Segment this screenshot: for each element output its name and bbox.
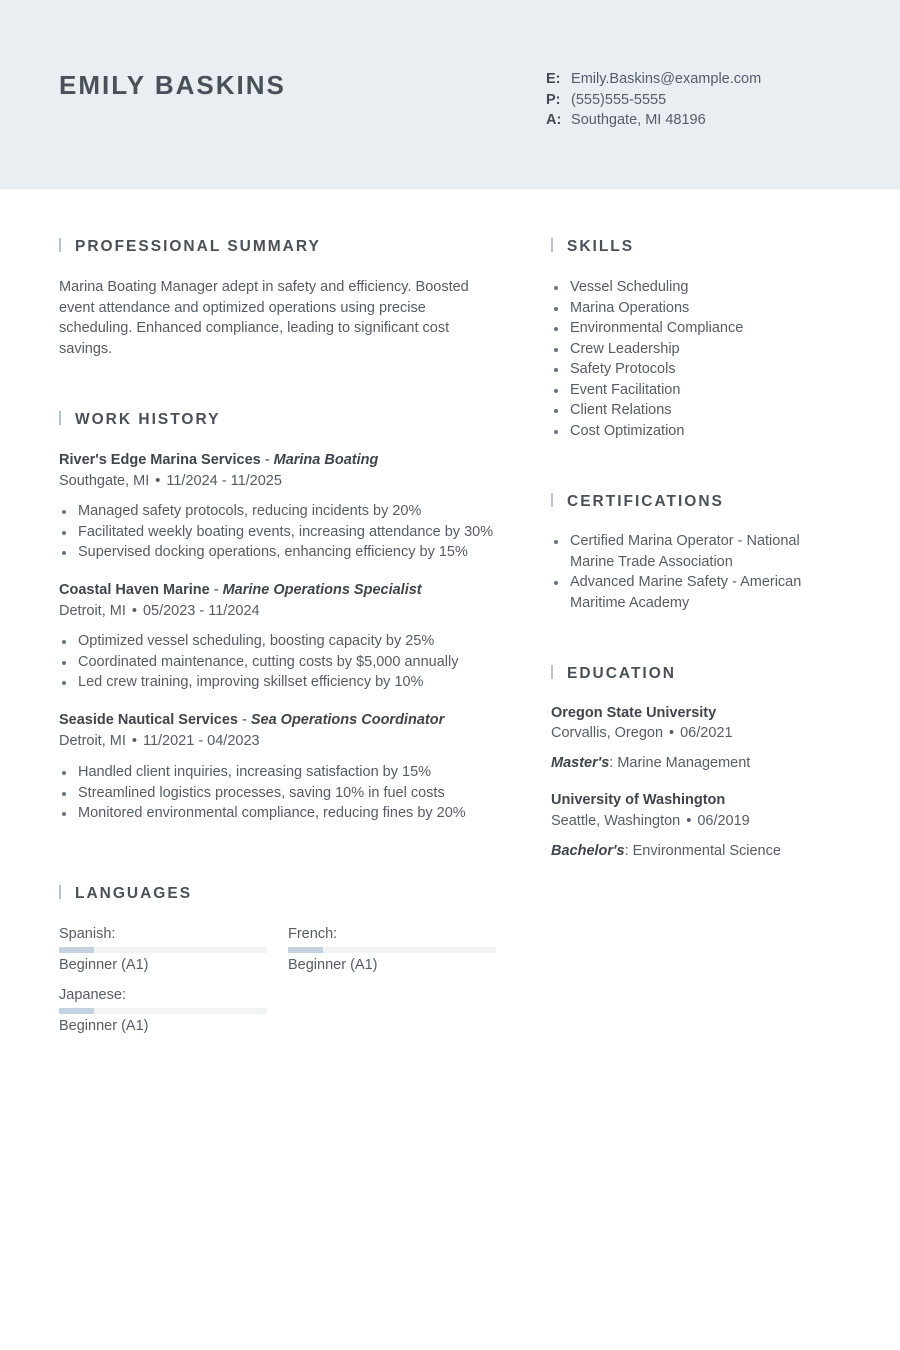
contact-phone-label: P: [546, 91, 561, 108]
job-role: Marina Boating [273, 452, 379, 468]
section-accent-bar [551, 665, 553, 679]
language-proficiency-fill [59, 947, 94, 953]
job-bullets [59, 762, 519, 824]
job-location: Detroit, MI [59, 603, 126, 619]
job-separator: - [260, 452, 274, 468]
job-role: Marine Operations Specialist [222, 582, 422, 598]
education-school: University of Washington [551, 792, 726, 808]
skill-item: Cost Optimization [551, 421, 851, 442]
contact-phone-value: (555)555-5555 [571, 91, 667, 108]
language-name: Japanese: [59, 987, 126, 1003]
job-location: Southgate, MI [59, 473, 150, 489]
education-location: Corvallis, Oregon [551, 725, 664, 741]
skill-item: Crew Leadership [551, 339, 851, 360]
languages-heading [59, 885, 192, 903]
summary-heading [59, 238, 321, 256]
contact-phone [546, 90, 761, 111]
job-bullet: Streamlined logistics processes, saving 10% in fuel costs [59, 783, 519, 804]
contact-email-value: Emily.Baskins@example.com [571, 71, 762, 87]
certifications-heading [551, 493, 724, 511]
contact-info [546, 69, 761, 131]
job-bullets [59, 501, 519, 563]
education-date: 06/2019 [697, 813, 750, 829]
education-school: Oregon State University [551, 705, 717, 721]
education-degree [551, 843, 781, 859]
language-level: Beginner (A1) [59, 956, 149, 973]
job-bullet: Facilitated weekly boating events, increasing attendance by 30% [59, 522, 519, 543]
job-dates: 05/2023 - 11/2024 [142, 603, 260, 619]
summary-text: Marina Boating Manager adept in safety and efficiency. Boosted event attendance and optimized operations using precise scheduling. Enhanced compliance, leading to significant cost savings. [59, 279, 469, 357]
language-name: Spanish: [59, 926, 116, 942]
work-history-heading-text: WORK HISTORY [75, 411, 221, 428]
education-field: : Marine Management [609, 755, 751, 771]
contact-address-label: A: [546, 112, 562, 128]
job-role: Sea Operations Coordinator [250, 712, 445, 728]
job-bullet: Optimized vessel scheduling, boosting capacity by 25% [59, 631, 519, 652]
skills-list [551, 277, 851, 441]
job-dates: 11/2021 - 04/2023 [142, 733, 260, 749]
skills-heading [551, 238, 634, 256]
job-meta: Detroit, MI • 05/2023 - 11/2024 [59, 603, 260, 619]
education-degree [551, 755, 750, 771]
contact-address [546, 110, 761, 131]
section-accent-bar [59, 238, 61, 252]
job-bullet: Managed safety protocols, reducing incidents by 20% [59, 501, 519, 522]
education-degree-type: Bachelor's [551, 843, 625, 859]
job-title-line [59, 580, 422, 601]
languages-heading-text: LANGUAGES [75, 885, 193, 902]
language-name: French: [288, 926, 338, 942]
resume-header [0, 0, 900, 189]
contact-email [546, 69, 761, 90]
skill-item: Marina Operations [551, 298, 851, 319]
education-field: : Environmental Science [624, 843, 781, 859]
contact-address-value: Southgate, MI 48196 [571, 112, 706, 128]
language-item [59, 985, 267, 1036]
certification-item: Certified Marina Operator - National Marine Trade Association [551, 531, 816, 572]
contact-email-label: E: [546, 71, 561, 87]
summary-heading-text: PROFESSIONAL SUMMARY [75, 238, 321, 255]
language-item [288, 924, 496, 975]
job-meta: Southgate, MI • 11/2024 - 11/2025 [59, 473, 282, 489]
section-accent-bar [551, 493, 553, 507]
job-bullet: Led crew training, improving skillset efficiency by 10% [59, 672, 519, 693]
skill-item: Event Facilitation [551, 380, 851, 401]
education-heading-text: EDUCATION [567, 665, 676, 682]
job-title-line [59, 710, 444, 731]
job-company: River's Edge Marina Services [59, 452, 261, 468]
language-proficiency-fill [288, 947, 323, 953]
education-meta: Corvallis, Oregon • 06/2021 [551, 725, 733, 741]
language-proficiency-bar [288, 947, 496, 953]
job-bullet: Handled client inquiries, increasing satisfaction by 15% [59, 762, 519, 783]
skill-item: Environmental Compliance [551, 318, 851, 339]
job-dates: 11/2024 - 11/2025 [166, 473, 282, 489]
job-separator: - [237, 712, 251, 728]
language-proficiency-fill [59, 1008, 94, 1014]
job-separator: - [209, 582, 223, 598]
section-accent-bar [551, 238, 553, 252]
skills-heading-text: SKILLS [567, 238, 635, 255]
section-accent-bar [59, 885, 61, 899]
certifications-list [551, 531, 816, 613]
language-proficiency-bar [59, 947, 267, 953]
education-date: 06/2021 [680, 725, 733, 741]
language-proficiency-bar [59, 1008, 267, 1014]
education-location: Seattle, Washington [551, 813, 681, 829]
job-location: Detroit, MI [59, 733, 126, 749]
skill-item: Client Relations [551, 400, 851, 421]
education-degree-type: Master's [551, 755, 610, 771]
education-meta: Seattle, Washington • 06/2019 [551, 813, 750, 829]
work-history-heading [59, 411, 220, 429]
job-company: Seaside Nautical Services [59, 712, 238, 728]
skill-item: Vessel Scheduling [551, 277, 851, 298]
job-company: Coastal Haven Marine [59, 582, 210, 598]
job-bullets [59, 631, 519, 693]
job-bullet: Coordinated maintenance, cutting costs by $5,000 annually [59, 652, 519, 673]
certifications-heading-text: CERTIFICATIONS [567, 493, 724, 510]
section-accent-bar [59, 411, 61, 425]
job-meta: Detroit, MI • 11/2021 - 04/2023 [59, 733, 260, 749]
job-title-line [59, 450, 378, 471]
language-level: Beginner (A1) [59, 1017, 149, 1034]
candidate-name: EMILY BASKINS [59, 70, 286, 100]
skill-item: Safety Protocols [551, 359, 851, 380]
job-bullet: Monitored environmental compliance, reducing fines by 20% [59, 803, 519, 824]
certification-item: Advanced Marine Safety - American Maritime Academy [551, 572, 816, 613]
education-heading [551, 665, 676, 683]
job-bullet: Supervised docking operations, enhancing efficiency by 15% [59, 542, 519, 563]
language-level: Beginner (A1) [288, 956, 378, 973]
language-item [59, 924, 267, 975]
